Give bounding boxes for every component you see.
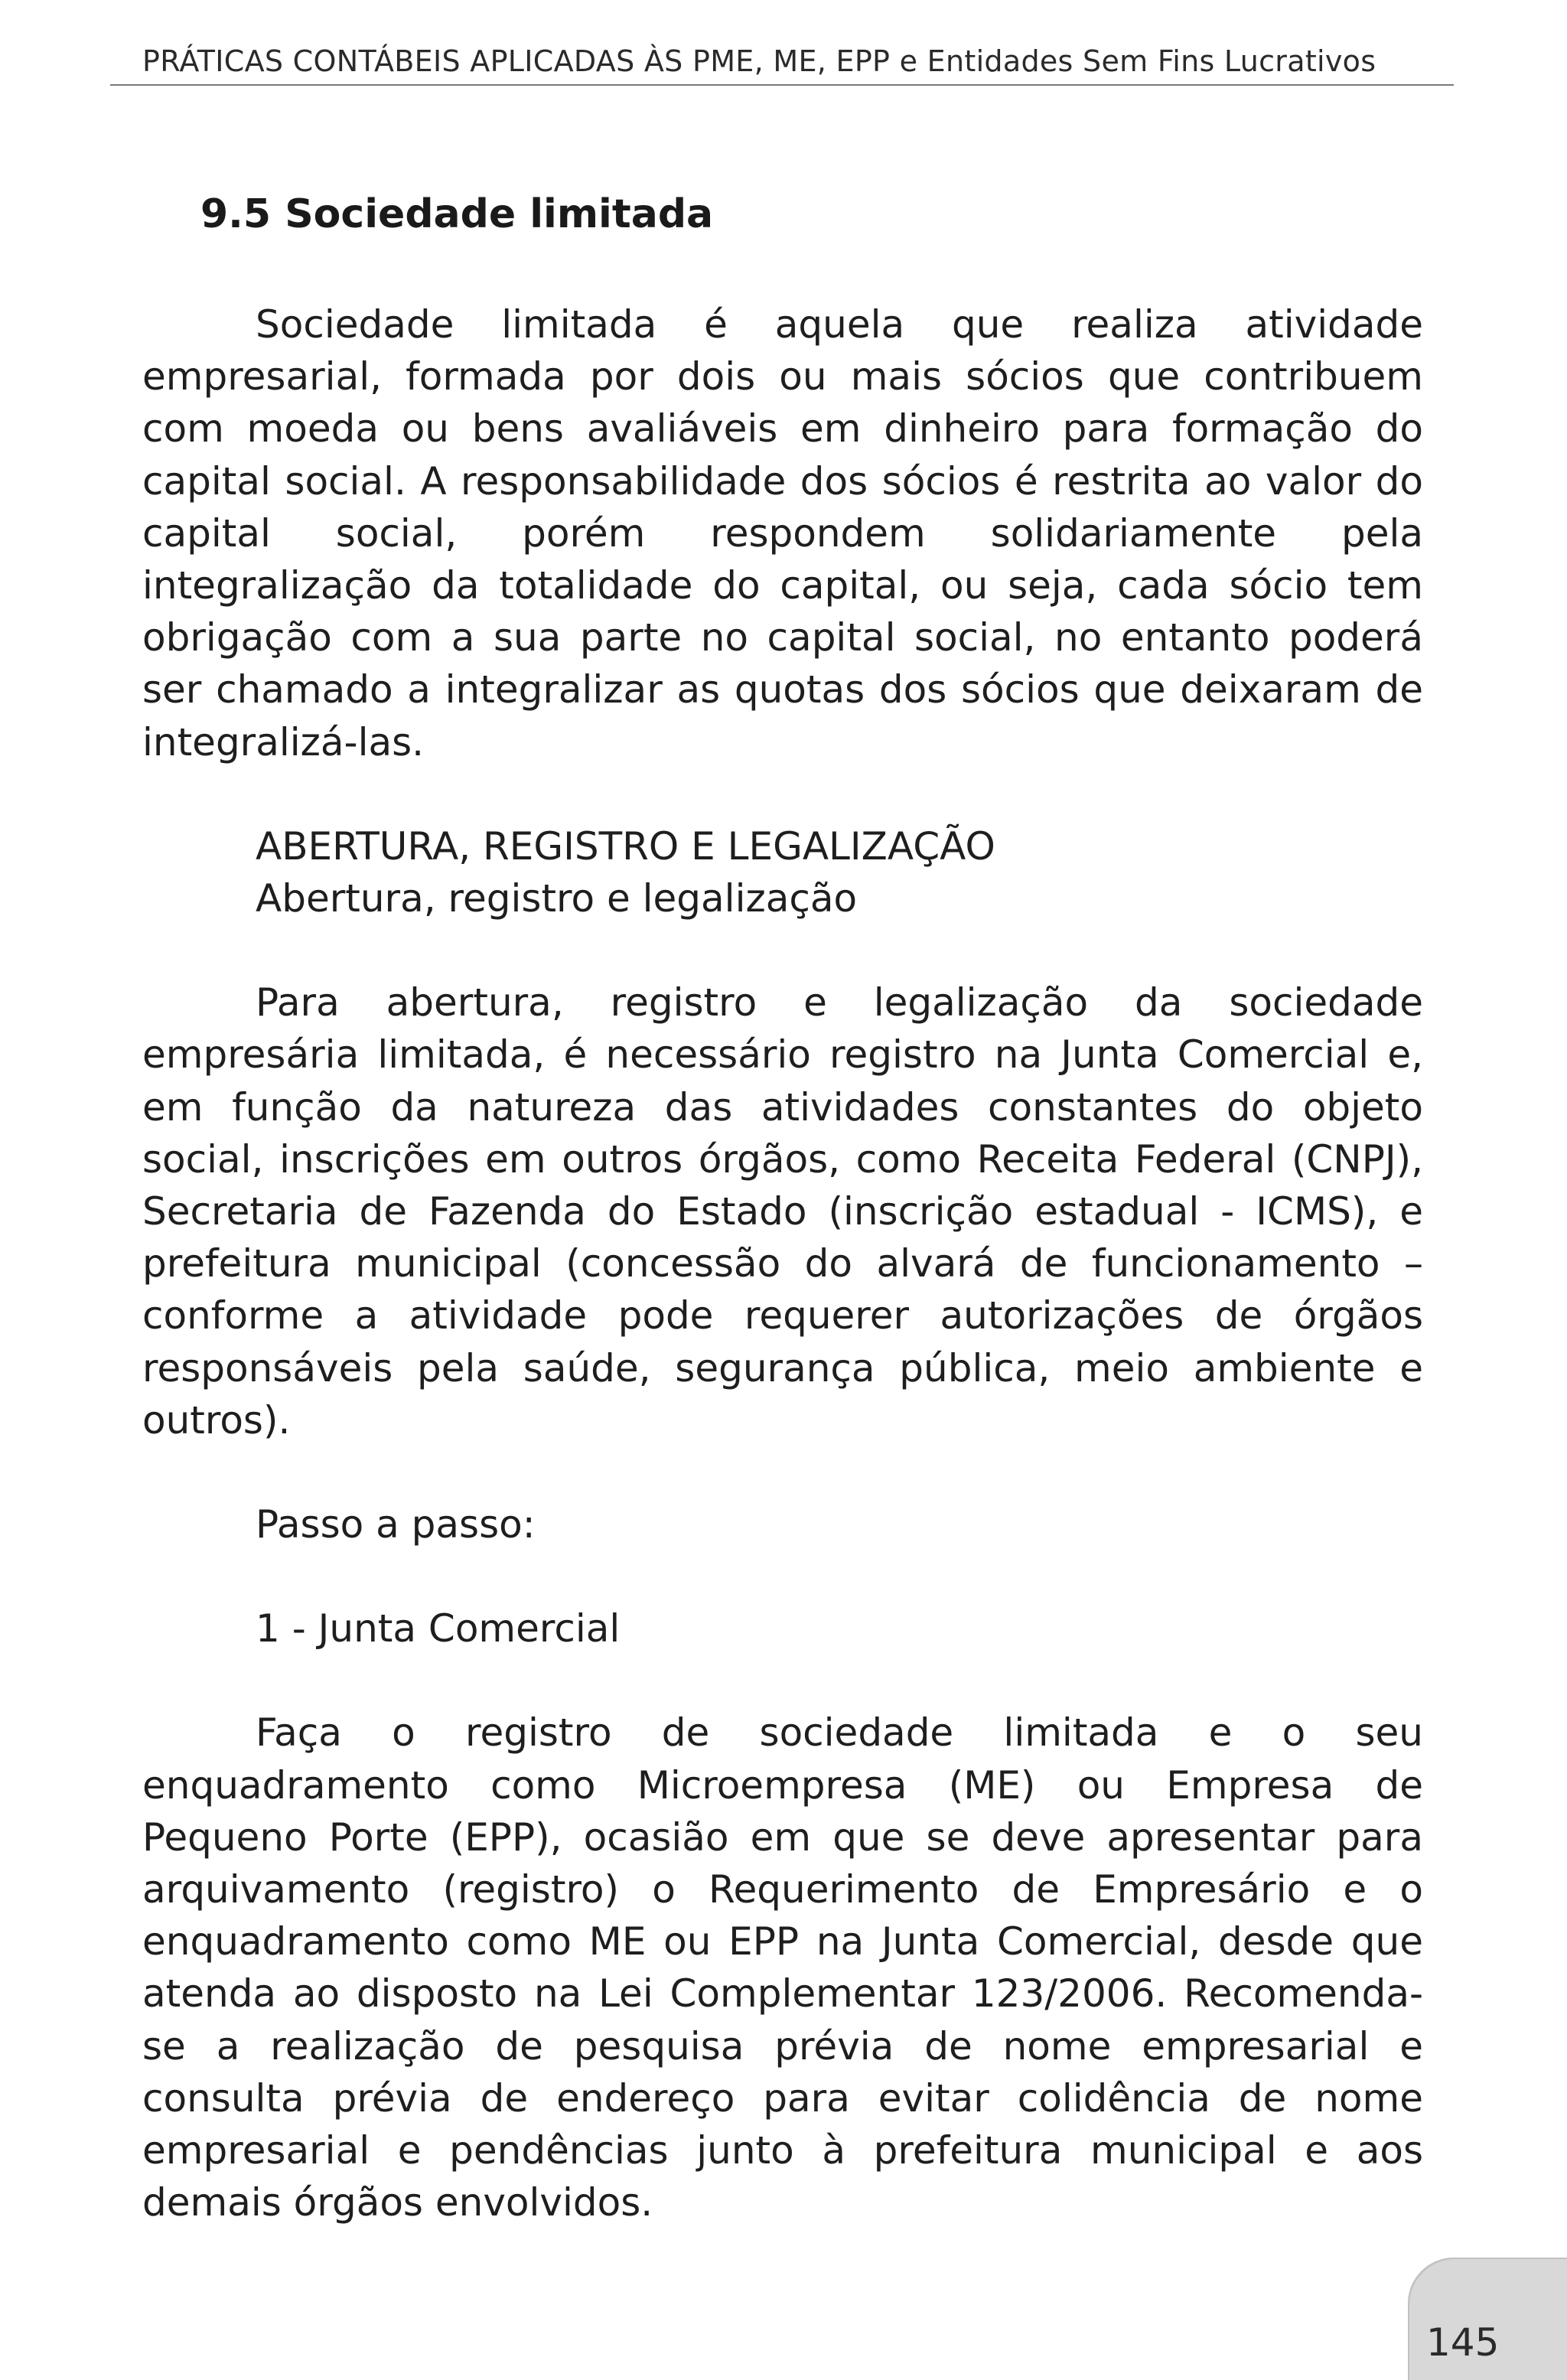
page-number: 145 bbox=[1426, 2320, 1500, 2365]
step-intro bbox=[142, 1498, 1423, 1550]
step-intro-text: Passo a passo: bbox=[256, 1502, 536, 1547]
paragraph-registration: Para abertura, registro e legalização da sociedade empresária limitada, é necessário registro na Junta Comercial e, em função da natureza das atividades constantes do objeto social, inscrições em outros órgãos, como Receita Federal (CNPJ), Secretaria de Fazenda do Estado (inscrição estadual - ICMS), e prefeitura municipal (concessão do alvará de funcionamento – conforme a atividade pode requerer autorizações de órgãos responsáveis pela saúde, segurança pública, meio ambiente e outros). bbox=[142, 980, 1423, 1443]
header-divider bbox=[110, 84, 1454, 86]
step-1-heading: 1 - Junta Comercial bbox=[256, 1606, 621, 1651]
paragraph-definition: Sociedade limitada é aquela que realiza atividade empresarial, formada por dois ou mais sócios que contribuem com moeda ou bens avaliáveis em dinheiro para formação do capital social. A responsabilidade dos sócios é restrita ao valor do capital social, porém respondem solidariamente pela integralização da totalidade do capital, ou seja, cada sócio tem obrigação com a sua parte no capital social, no entanto poderá ser chamado a integralizar as quotas dos sócios que deixaram de integralizá-las. bbox=[142, 302, 1423, 765]
step-heading bbox=[142, 1602, 1423, 1655]
section-title: 9.5 Sociedade limitada bbox=[200, 191, 714, 237]
subheading-block bbox=[142, 820, 1423, 924]
body-text bbox=[142, 298, 1423, 2281]
running-header: PRÁTICAS CONTÁBEIS APLICADAS ÀS PME, ME, EPP e Entidades Sem Fins Lucrativos bbox=[142, 44, 1376, 78]
paragraph-junta-comercial: Faça o registro de sociedade limitada e o seu enquadramento como Microempresa (ME) ou Empresa de Pequeno Porte (EPP), ocasião em que se deve apresentar para arquivamento (registro) o Requerimento de Empresário e o enquadramento como ME ou EPP na Junta Comercial, desde que atenda ao disposto na Lei Complementar 123/2006. Recomenda-se a realização de pesquisa prévia de nome empresarial e consulta prévia de endereço para evitar colidência de nome empresarial e pendências junto à prefeitura municipal e aos demais órgãos envolvidos. bbox=[142, 1710, 1423, 2225]
subheading-uppercase: ABERTURA, REGISTRO E LEGALIZAÇÃO bbox=[256, 823, 995, 869]
subheading-lowercase: Abertura, registro e legalização bbox=[256, 876, 858, 921]
